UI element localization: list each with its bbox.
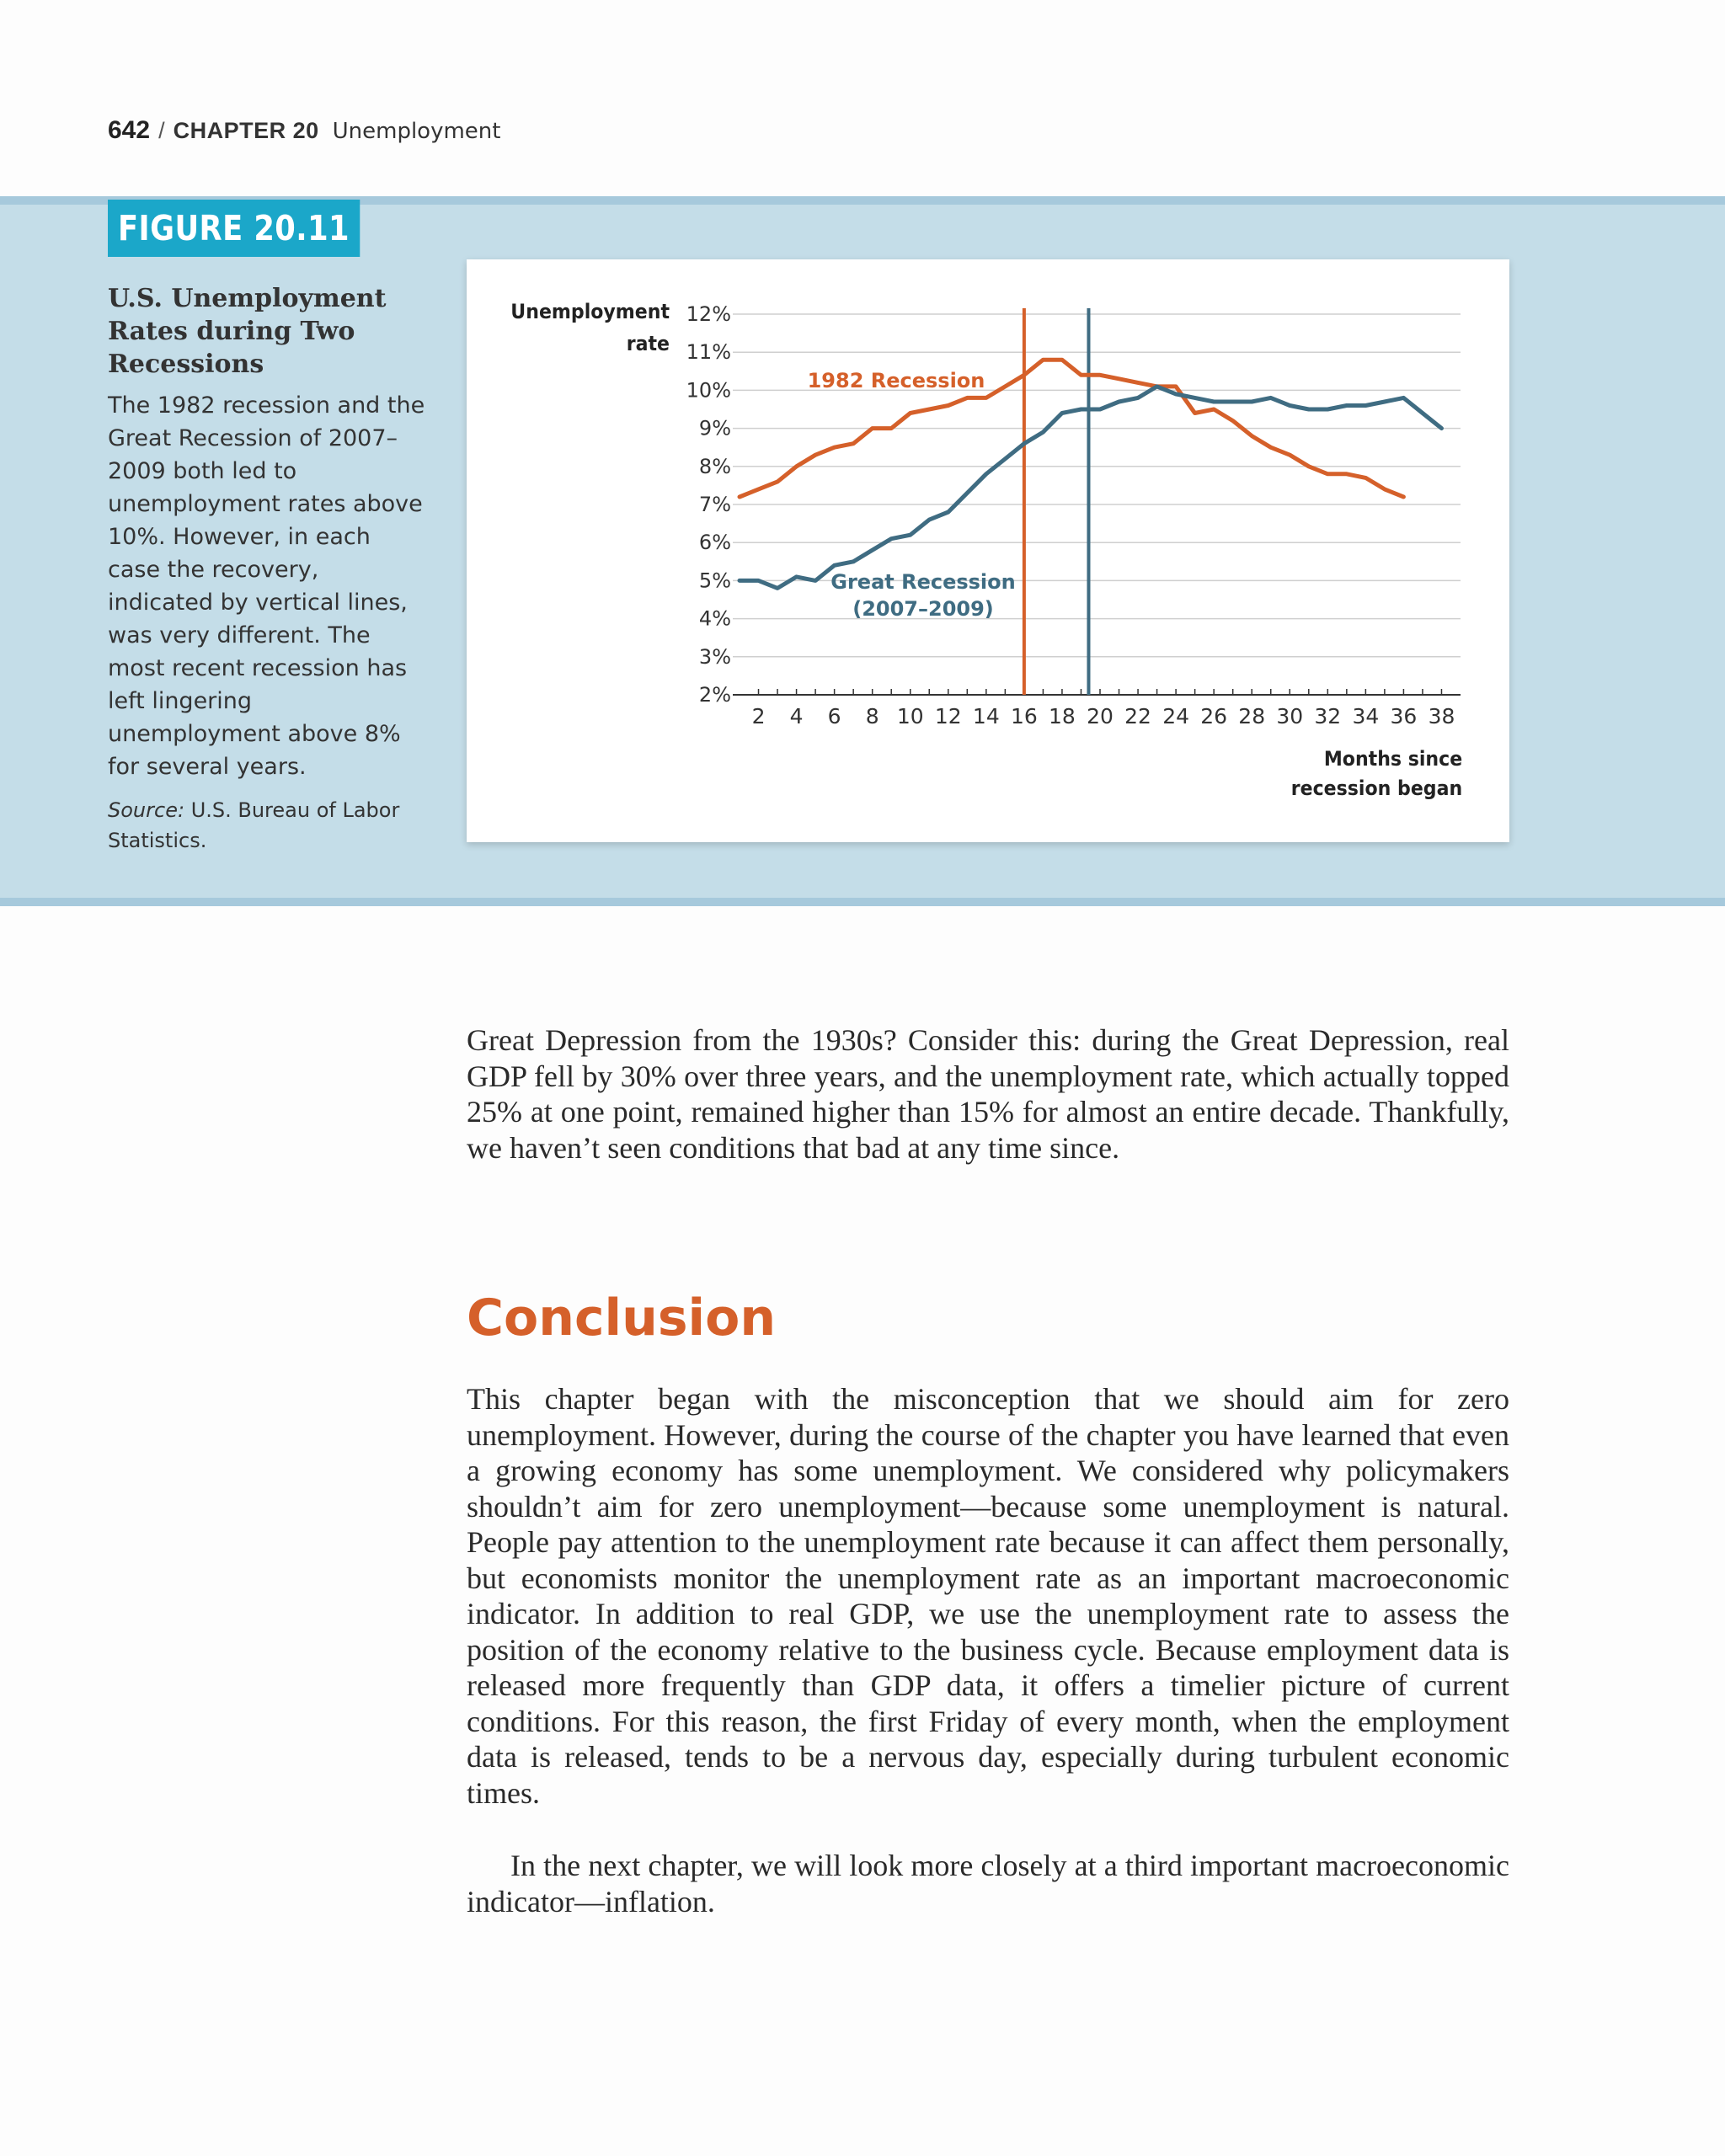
figure-label: FIGURE 20.11	[108, 200, 360, 257]
chart-card	[467, 259, 1509, 842]
chart-grid	[733, 314, 1461, 657]
page-number: 642	[108, 116, 151, 144]
section-heading: Conclusion	[467, 1289, 777, 1348]
x-tick-label: 32	[1314, 704, 1342, 728]
y-axis	[686, 302, 731, 707]
x-tick-label: 10	[896, 704, 924, 728]
chapter-label: CHAPTER 20	[173, 118, 319, 143]
x-tick-label: 6	[827, 704, 841, 728]
running-header	[108, 116, 500, 145]
y-tick-label: 10%	[686, 378, 731, 403]
y-tick-label: 5%	[698, 568, 731, 593]
y-tick-label: 3%	[698, 644, 731, 669]
y-tick-label: 6%	[698, 531, 731, 555]
source-text: U.S. Bureau of Labor Statistics.	[108, 798, 400, 852]
y-tick-label: 9%	[698, 416, 731, 440]
chapter-title: Unemployment	[332, 119, 501, 144]
x-tick-label: 18	[1049, 704, 1076, 728]
x-tick-label: 34	[1352, 704, 1380, 728]
y-axis-label-line2: rate	[626, 333, 670, 356]
series-line-great-recession	[740, 387, 1442, 589]
x-tick-label: 26	[1200, 704, 1228, 728]
body-paragraph-1: Great Depression from the 1930s? Consider this: during the Great Depression, real GDP fell by 30% over three years, and the unemployment rate, which actually topped 25% at one point, remained higher than 15% for almost an entire decade. Thankfully, we haven’t seen conditions that bad at any time since.	[467, 1023, 1509, 1165]
figure-caption	[108, 282, 428, 856]
caption-source	[108, 795, 428, 856]
x-tick-label: 24	[1162, 704, 1190, 728]
y-tick-label: 4%	[698, 606, 731, 631]
x-tick-label: 12	[934, 704, 962, 728]
x-tick-label: 28	[1238, 704, 1266, 728]
y-tick-label: 11%	[686, 340, 731, 365]
x-tick-label: 30	[1276, 704, 1304, 728]
x-axis	[733, 689, 1461, 728]
x-tick-label: 8	[865, 704, 879, 728]
chart-series	[740, 360, 1442, 588]
x-tick-label: 16	[1010, 704, 1038, 728]
body-paragraph-2: This chapter began with the misconception that we should aim for zero unemployment. However, during the course of the chapter you have learned that even a growing economy has some unemployment. We considered why policymakers shouldn’t aim for zero unemployment—because some unemployment is natural. People pay attention to the unemployment rate because it can affect them personally, but economists monitor the unemployment rate as an important macroeconomic indicator. In addition to real GDP, we use the unemployment rate to assess the position of the economy relative to the business cycle. Because employment data is released more frequently than GDP data, it offers a timelier picture of current conditions. For this reason, the first Friday of every month, when the employment data is released, tends to be a nervous day, especially during turbulent economic times.	[467, 1382, 1509, 1810]
x-tick-label: 36	[1390, 704, 1418, 728]
series-label-great-recession-line1: Great Recession	[830, 570, 1016, 594]
unemployment-chart	[467, 259, 1509, 842]
y-tick-label: 7%	[698, 493, 731, 516]
series-label-1982: 1982 Recession	[807, 369, 985, 392]
y-axis-label-line1: Unemployment	[510, 301, 670, 324]
x-tick-label: 14	[972, 704, 1000, 728]
y-tick-label: 12%	[686, 302, 731, 326]
x-tick-label: 4	[789, 704, 804, 728]
source-label: Source:	[108, 798, 185, 822]
y-tick-label: 8%	[698, 454, 731, 478]
x-tick-label: 38	[1428, 704, 1455, 728]
x-tick-label: 2	[751, 704, 766, 728]
x-tick-label: 22	[1124, 704, 1151, 728]
body-paragraph-3: In the next chapter, we will look more closely at a third important macroeconomic indicator—inflation.	[467, 1849, 1509, 1919]
x-axis-label-line2: recession began	[1290, 777, 1463, 801]
caption-title: U.S. Unemployment Rates during Two Recessions	[108, 284, 387, 379]
header-separator: /	[158, 118, 165, 143]
series-label-great-recession-line2: (2007–2009)	[852, 597, 994, 621]
y-tick-label: 2%	[698, 683, 731, 707]
x-axis-label-line1: Months since	[1323, 748, 1463, 771]
caption-body: The 1982 recession and the Great Recession of 2007–2009 both led to unemployment rates above 10%. However, in each case the recovery, indicated by vertical lines, was very different. The most recent recession has left lingering unemployment above 8% for several years.	[108, 392, 425, 780]
x-tick-label: 20	[1087, 704, 1114, 728]
